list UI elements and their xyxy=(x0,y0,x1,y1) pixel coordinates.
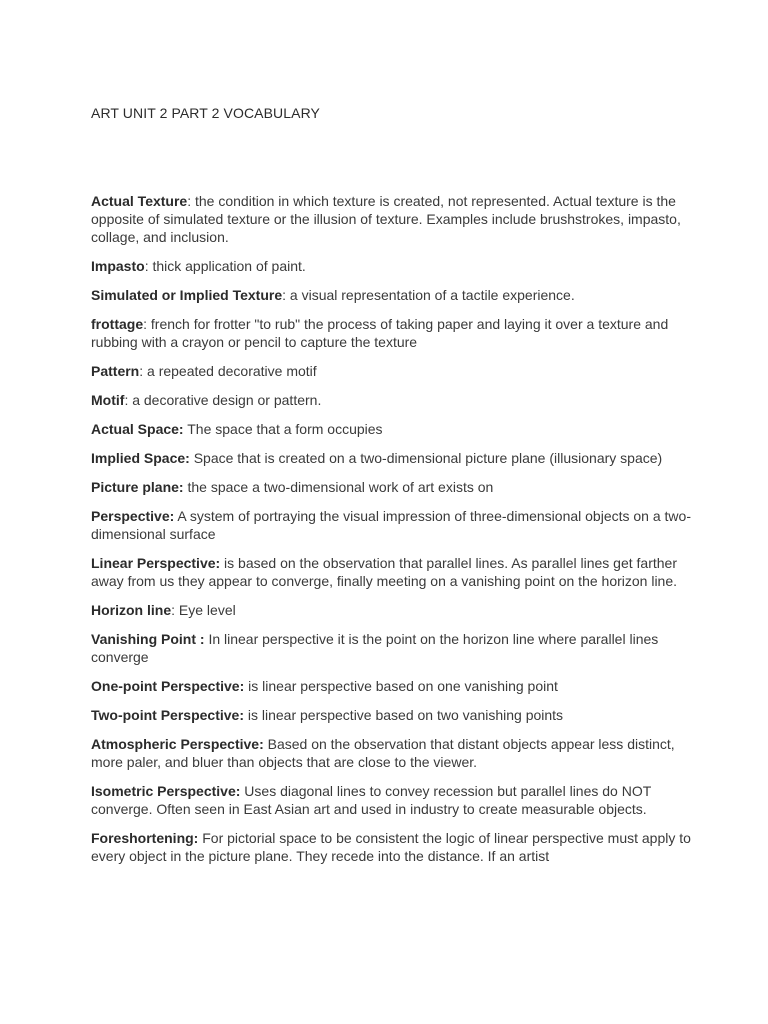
term: Atmospheric Perspective: xyxy=(91,736,264,752)
definition: : the condition in which texture is created, not represented. Actual texture is the opposite of simulated texture or the illusion of texture. Examples include brushstrokes, impasto, collage, and inclusion. xyxy=(91,193,681,245)
term: Vanishing Point : xyxy=(91,631,205,647)
term: Motif xyxy=(91,392,125,408)
term: Pattern xyxy=(91,363,140,379)
vocabulary-entry-perspective xyxy=(91,507,691,543)
vocabulary-entry-one-point-perspective xyxy=(91,677,691,695)
definition: In linear perspective it is the point on the horizon line where parallel lines converge xyxy=(91,631,659,665)
definition: the space a two-dimensional work of art exists on xyxy=(183,479,494,495)
term: Simulated or Implied Texture xyxy=(91,287,283,303)
term: Two-point Perspective: xyxy=(91,707,244,723)
term: Foreshortening: xyxy=(91,830,199,846)
vocabulary-entry-picture-plane xyxy=(91,478,691,496)
vocabulary-entry-pattern xyxy=(91,362,691,380)
vocabulary-list xyxy=(91,192,691,876)
vocabulary-entry-atmospheric-perspective xyxy=(91,735,691,771)
definition: A system of portraying the visual impression of three-dimensional objects on a two-dimensional surface xyxy=(91,508,691,542)
definition: : Eye level xyxy=(171,602,236,618)
definition: is linear perspective based on one vanishing point xyxy=(244,678,558,694)
vocabulary-entry-linear-perspective xyxy=(91,554,691,590)
vocabulary-entry-horizon-line xyxy=(91,601,691,619)
term: frottage xyxy=(91,316,144,332)
term: One-point Perspective: xyxy=(91,678,245,694)
vocabulary-entry-frottage xyxy=(91,315,691,351)
term: Impasto xyxy=(91,258,145,274)
definition: : a repeated decorative motif xyxy=(139,363,317,379)
vocabulary-entry-impasto xyxy=(91,257,691,275)
term: Actual Texture xyxy=(91,193,188,209)
vocabulary-entry-vanishing-point xyxy=(91,630,691,666)
definition: Uses diagonal lines to convey recession but parallel lines do NOT converge. Often seen in East Asian art and used in industry to create measurable objects. xyxy=(91,783,652,817)
term: Picture plane: xyxy=(91,479,184,495)
definition: The space that a form occupies xyxy=(183,421,383,437)
vocabulary-entry-simulated-texture xyxy=(91,286,691,304)
vocabulary-entry-motif xyxy=(91,391,691,409)
term: Actual Space: xyxy=(91,421,184,437)
definition: For pictorial space to be consistent the logic of linear perspective must apply to every object in the picture plane. They recede into the distance. If an artist xyxy=(91,830,691,864)
term: Perspective: xyxy=(91,508,175,524)
term: Isometric Perspective: xyxy=(91,783,241,799)
definition: Space that is created on a two-dimensional picture plane (illusionary space) xyxy=(189,450,663,466)
vocabulary-entry-foreshortening xyxy=(91,829,691,865)
definition: is linear perspective based on two vanishing points xyxy=(243,707,564,723)
vocabulary-entry-isometric-perspective xyxy=(91,782,691,818)
document-title: ART UNIT 2 PART 2 VOCABULARY xyxy=(91,105,320,121)
definition: : a decorative design or pattern. xyxy=(124,392,322,408)
term: Horizon line xyxy=(91,602,172,618)
definition: : french for frotter "to rub" the process of taking paper and laying it over a texture and rubbing with a crayon or pencil to capture the texture xyxy=(91,316,669,350)
vocabulary-entry-implied-space xyxy=(91,449,691,467)
vocabulary-entry-actual-space xyxy=(91,420,691,438)
definition: : a visual representation of a tactile experience. xyxy=(282,287,575,303)
definition: : thick application of paint. xyxy=(144,258,306,274)
definition: is based on the observation that parallel lines. As parallel lines get farther away from us they appear to converge, finally meeting on a vanishing point on the horizon line. xyxy=(91,555,678,589)
vocabulary-entry-two-point-perspective xyxy=(91,706,691,724)
definition: Based on the observation that distant objects appear less distinct, more paler, and bluer than objects that are close to the viewer. xyxy=(91,736,675,770)
vocabulary-entry-actual-texture xyxy=(91,192,691,246)
term: Implied Space: xyxy=(91,450,190,466)
term: Linear Perspective: xyxy=(91,555,221,571)
